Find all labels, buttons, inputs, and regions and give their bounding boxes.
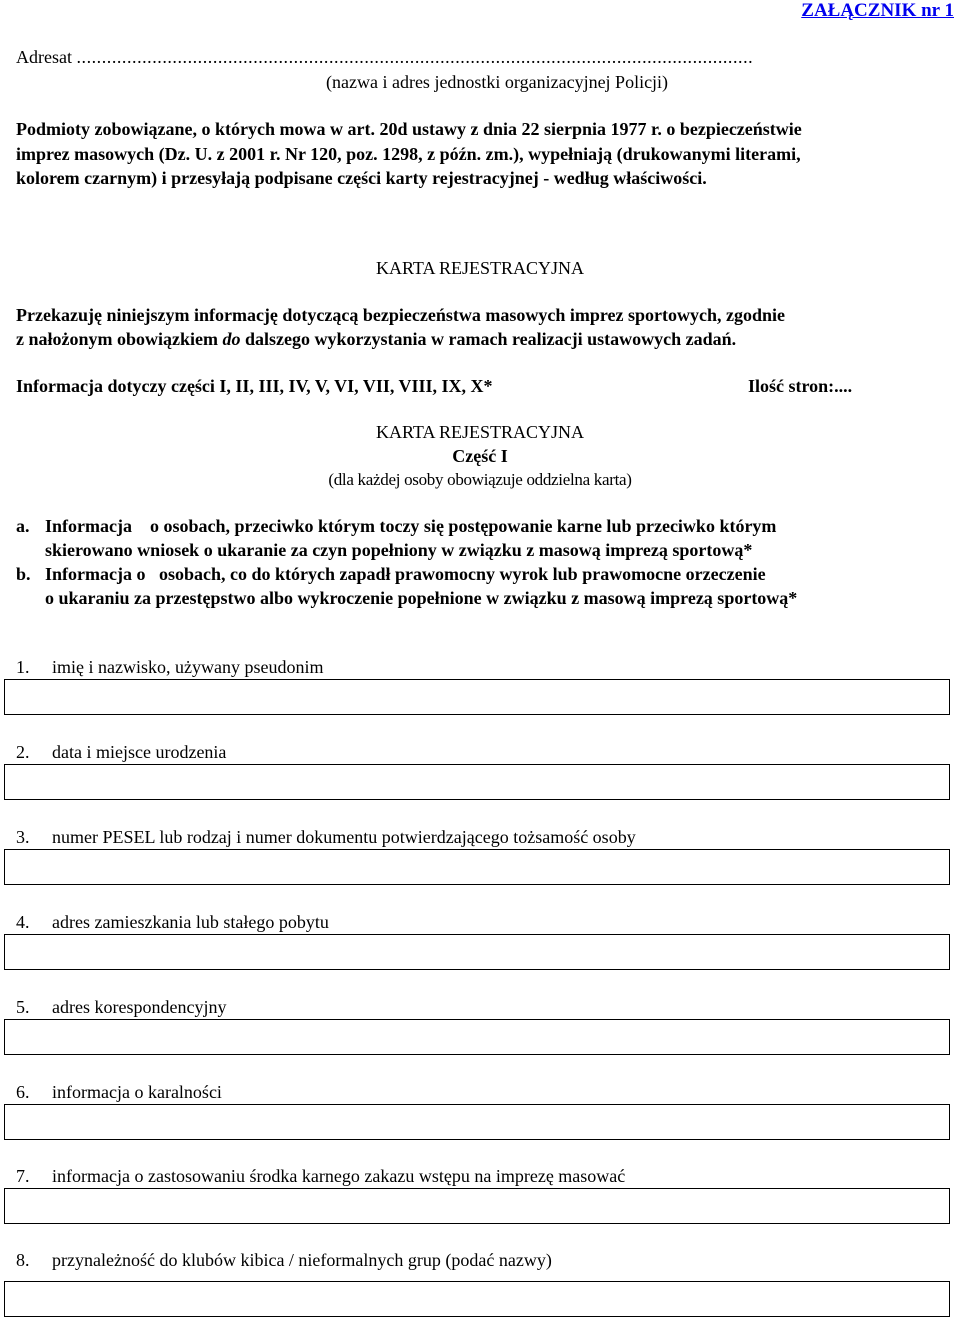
part-title: KARTA REJESTRACYJNA xyxy=(375,422,584,442)
field-label-1 xyxy=(16,657,323,678)
field-text-7: informacja o zastosowaniu środka karnego zakazu wstępu na imprezę masować xyxy=(52,1166,626,1186)
option-a-line-2: skierowano wniosek o ukaranie za czyn popełniony w związku z masową imprezą sportową* xyxy=(45,540,753,560)
option-a-line-1: Informacja o osobach, przeciwko którym toczy się postępowanie karne lub przeciwko którym xyxy=(45,516,777,536)
field-number-8: 8. xyxy=(16,1250,30,1270)
addressee-line xyxy=(16,47,753,68)
option-a-marker: a. xyxy=(16,516,30,536)
addressee-dots: ...................................................................................................................................... xyxy=(76,47,754,67)
field-input-6[interactable] xyxy=(4,1104,950,1140)
card-title: KARTA REJESTRACYJNA xyxy=(375,258,584,278)
option-b-marker: b. xyxy=(16,564,31,584)
pages-count: Ilość stron:.... xyxy=(748,376,853,396)
field-number-2: 2. xyxy=(16,742,30,762)
field-text-2: data i miejsce urodzenia xyxy=(52,742,227,762)
intro-line-2: imprez masowych (Dz. U. z 2001 r. Nr 120, poz. 1298, z późn. zm.), wypełniają (drukowanymi literami, xyxy=(16,144,801,164)
field-number-7: 7. xyxy=(16,1166,30,1186)
part-note: (dla każdej osoby obowiązuje oddzielna karta) xyxy=(328,470,632,489)
field-number-6: 6. xyxy=(16,1082,30,1102)
field-input-7[interactable] xyxy=(4,1188,950,1224)
field-label-2 xyxy=(16,742,226,763)
field-label-4 xyxy=(16,912,329,933)
field-input-8[interactable] xyxy=(4,1281,950,1317)
transfer-line-2-b: do xyxy=(222,329,241,349)
transfer-line-2-a: z nałożonym obowiązkiem xyxy=(16,329,223,349)
field-label-6 xyxy=(16,1082,222,1103)
addressee-note: (nazwa i adres jednostki organizacyjnej Policji) xyxy=(326,72,669,92)
field-number-1: 1. xyxy=(16,657,30,677)
transfer-line-1: Przekazuję niniejszym informację dotyczącą bezpieczeństwa masowych imprez sportowych, zgodnie xyxy=(16,305,785,325)
field-input-3[interactable] xyxy=(4,849,950,885)
field-text-8: przynależność do klubów kibica / nieformalnych grup (podać nazwy) xyxy=(52,1250,552,1270)
transfer-line-2 xyxy=(16,329,736,350)
option-b-line-2: o ukaraniu za przestępstwo albo wykroczenie popełnione w związku z masową imprezą sportową* xyxy=(45,588,798,608)
field-label-5 xyxy=(16,997,226,1018)
field-label-8 xyxy=(16,1250,552,1271)
field-number-3: 3. xyxy=(16,827,30,847)
field-input-4[interactable] xyxy=(4,934,950,970)
part-subtitle: Część I xyxy=(452,446,508,466)
field-input-2[interactable] xyxy=(4,764,950,800)
field-label-3 xyxy=(16,827,636,848)
field-number-4: 4. xyxy=(16,912,30,932)
field-text-4: adres zamieszkania lub stałego pobytu xyxy=(52,912,329,932)
field-input-5[interactable] xyxy=(4,1019,950,1055)
field-label-7 xyxy=(16,1166,625,1187)
field-text-3: numer PESEL lub rodzaj i numer dokumentu potwierdzającego tożsamość osoby xyxy=(52,827,636,847)
appendix-title[interactable]: ZAŁĄCZNIK nr 1 xyxy=(801,0,954,21)
info-parts: Informacja dotyczy części I, II, III, IV, V, VI, VII, VIII, IX, X* xyxy=(16,376,493,396)
transfer-line-2-c: dalszego wykorzystania w ramach realizacji ustawowych zadań. xyxy=(240,329,737,349)
field-input-1[interactable] xyxy=(4,679,950,715)
intro-line-1: Podmioty zobowiązane, o których mowa w art. 20d ustawy z dnia 22 sierpnia 1977 r. o bezpieczeństwie xyxy=(16,119,802,139)
field-text-6: informacja o karalności xyxy=(52,1082,222,1102)
intro-line-3: kolorem czarnym) i przesyłają podpisane części karty rejestracyjnej - według właściwości. xyxy=(16,168,707,188)
field-text-1: imię i nazwisko, używany pseudonim xyxy=(52,657,324,677)
field-number-5: 5. xyxy=(16,997,30,1017)
field-text-5: adres korespondencyjny xyxy=(52,997,227,1017)
option-b-line-1: Informacja o osobach, co do których zapadł prawomocny wyrok lub prawomocne orzeczenie xyxy=(45,564,766,584)
addressee-label: Adresat xyxy=(16,47,72,67)
